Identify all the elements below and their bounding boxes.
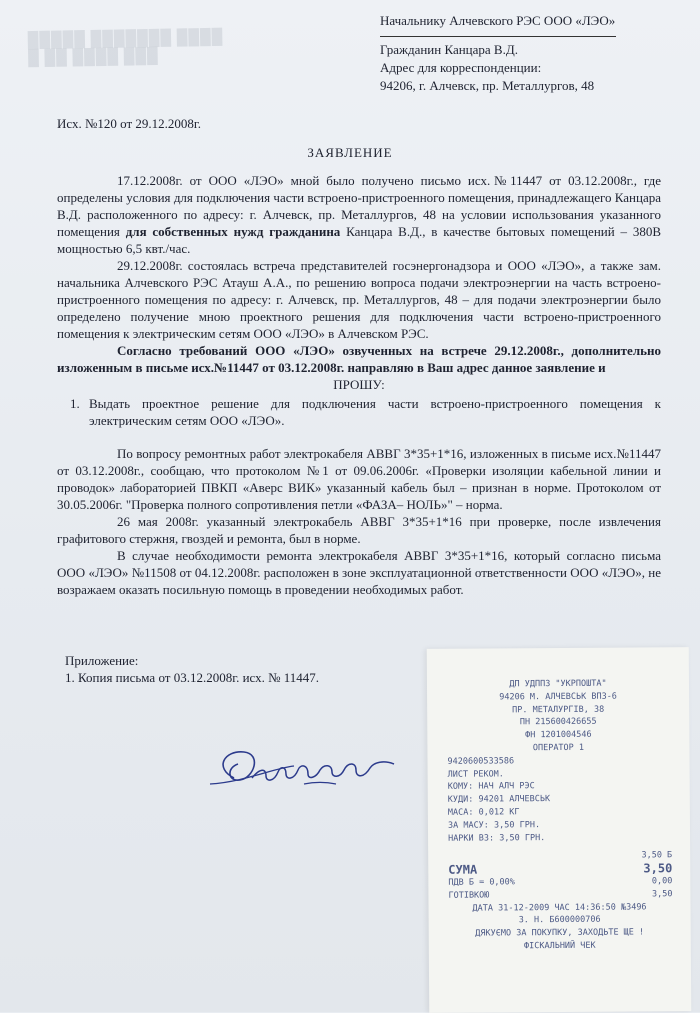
receipt-zn: З. Н. Б600000706 bbox=[518, 915, 601, 926]
paragraph-4: По вопросу ремонтных работ электрокабеля АВВГ 3*35+1*16, изложенных в письме исх.№11447 от 03.12.2008г., сообщаю, что протоколом №1 от 09.06.2006г. «Проверки изоляции кабельной линии и проводок» лабораторией ПВКП «Аверс ВИК» указанный кабель был – признан в норме. Протоколом от 30.05.2006г. "Проверка полного сопротивления петли «ФАЗА– НОЛЬ»" – норма. bbox=[57, 446, 661, 512]
show-through-watermark: █████ ███████ ████ █ ██ ████ ███ bbox=[27, 29, 224, 67]
address-label: Адрес для корреспонденции: bbox=[380, 60, 542, 75]
receipt-line: ЗА МАСУ: 3,50 ГРН. bbox=[447, 819, 541, 831]
addressee-block bbox=[380, 12, 680, 95]
receipt-line: МАСА: 0,012 КГ bbox=[447, 807, 520, 818]
receipt-cash-label: ГОТІВКОЮ bbox=[448, 890, 490, 901]
receipt-vat-label: ПДВ Б = 0,00% bbox=[448, 877, 515, 888]
receipt-line: 9420600533586 bbox=[447, 756, 515, 767]
receipt-line: КУДИ: 94201 АЛЧЕВСЬК bbox=[447, 794, 551, 805]
paragraph-6: В случае необходимости ремонта электрокабеля АВВГ 3*35+1*16, который согласно письма ООО «ЛЭО» №11508 от 04.12.2008г. расположен в зоне эксплуатационной ответственности ООО «ЛЭО», не возражаем оказать посильную помощь в проведении необходимых работ. bbox=[57, 548, 661, 597]
document-title: ЗАЯВЛЕНИЕ bbox=[307, 145, 393, 160]
paragraph-5: 26 мая 2008г. указанный электрокабель АВВГ 3*35+1*16 при проверке, после извлечения графитового стержня, гвоздей и ремонта, был в норме. bbox=[57, 514, 661, 546]
attachment-item: 1. Копия письма от 03.12.2008г. исх. № 11447. bbox=[65, 670, 320, 685]
address-rule bbox=[380, 36, 616, 37]
sender-name: Гражданин Канцара В.Д. bbox=[380, 42, 518, 57]
request-list bbox=[57, 395, 661, 429]
receipt-header-line: ФН 1201004546 bbox=[525, 729, 592, 741]
request-item: 1. Выдать проектное решение для подключения части встроено-пристроенного помещения к электрическим сетям ООО «ЛЭО». bbox=[83, 395, 661, 429]
receipt-vat-value: 0,00 bbox=[651, 876, 673, 887]
bold-phrase: для собственных нужд гражданина bbox=[125, 224, 341, 239]
receipt-thanks: ДЯКУЄМО ЗА ПОКУПКУ, ЗАХОДЬТЕ ЩЕ ! bbox=[475, 927, 645, 939]
postal-receipt bbox=[427, 647, 692, 1013]
handwritten-signature bbox=[204, 738, 414, 802]
receipt-fiscal: ФІСКАЛЬНИЙ ЧЕК bbox=[523, 940, 596, 952]
attachment-block bbox=[65, 652, 319, 686]
receipt-date-line: ДАТА 31-12-2009 ЧАС 14:36:50 №3496 bbox=[472, 901, 647, 914]
receipt-header-line: ДП УДППЗ "УКРПОШТА" bbox=[509, 678, 607, 690]
attachment-label: Приложение: bbox=[65, 653, 139, 668]
sender-address: 94206, г. Алчевск, пр. Металлургов, 48 bbox=[380, 78, 595, 93]
receipt-header-line: 94206 М. АЛЧЕВСЬК ВПЗ-6 bbox=[499, 691, 617, 703]
paragraph-3: Согласно требований ООО «ЛЭО» озвученных на встрече 29.12.2008г., дополнительно изложенным в письме исх.№11447 от 03.12.2008г. направляю в Ваш адрес данное заявление и bbox=[57, 343, 661, 375]
receipt-sum-label: СУМА bbox=[448, 862, 478, 877]
paragraph-1: 17.12.2008г. от ООО «ЛЭО» мной было получено письмо исх.№11447 от 03.12.2008г., где определены условия для подключения части встроено-пристроенного помещения, принадлежащего Канцара В.Д. расположенного по адресу: г. Алчевск, пр. Металлургов, 48 на условии использования указанного помещения для собственных нужд гражданина Канцара В.Д., в качестве бытовых помещений – 380В мощностью 6,5 квт./час. bbox=[57, 173, 661, 256]
receipt-sum-value: 3,50 bbox=[643, 861, 673, 876]
receipt-header-line: ПН 215600426655 bbox=[519, 717, 597, 728]
paragraph-2: 29.12.2008г. состоялась встреча представителей госэнергонадзора и ООО «ЛЭО», а также зам. начальника Алчевского РЭС Атауш А.А., по решению вопроса подачи электроэнергии на часть встроено-пристроенного помещения по адресу: г. Алчевск, пр. Металлургов, 48 – для подачи электроэнергии было определено получение мною проектного решения для подключения части встроено-пристроенного помещения к электрическим сетям ООО «ЛЭО» в Алчевском РЭС. bbox=[57, 258, 661, 341]
statement-body bbox=[57, 172, 661, 598]
request-heading: ПРОШУ: bbox=[333, 377, 385, 392]
receipt-header-line: ОПЕРАТОР 1 bbox=[532, 742, 585, 754]
addressee: Начальнику Алчевского РЭС ООО «ЛЭО» bbox=[380, 13, 616, 28]
receipt-line: НАРКИ ВЗ: 3,50 ГРН. bbox=[448, 832, 546, 844]
outgoing-reference: Исх. №120 от 29.12.2008г. bbox=[57, 116, 202, 131]
receipt-header-line: ПР. МЕТАЛУРГІВ, 38 bbox=[512, 704, 605, 715]
receipt-line: ЛИСТ РЕКОМ. bbox=[447, 768, 504, 780]
receipt-line: КОМУ: НАЧ АЛЧ РЭС bbox=[447, 781, 535, 793]
receipt-cash-value: 3,50 bbox=[651, 888, 673, 900]
receipt-subtotal: 3,50 Б bbox=[641, 850, 673, 861]
